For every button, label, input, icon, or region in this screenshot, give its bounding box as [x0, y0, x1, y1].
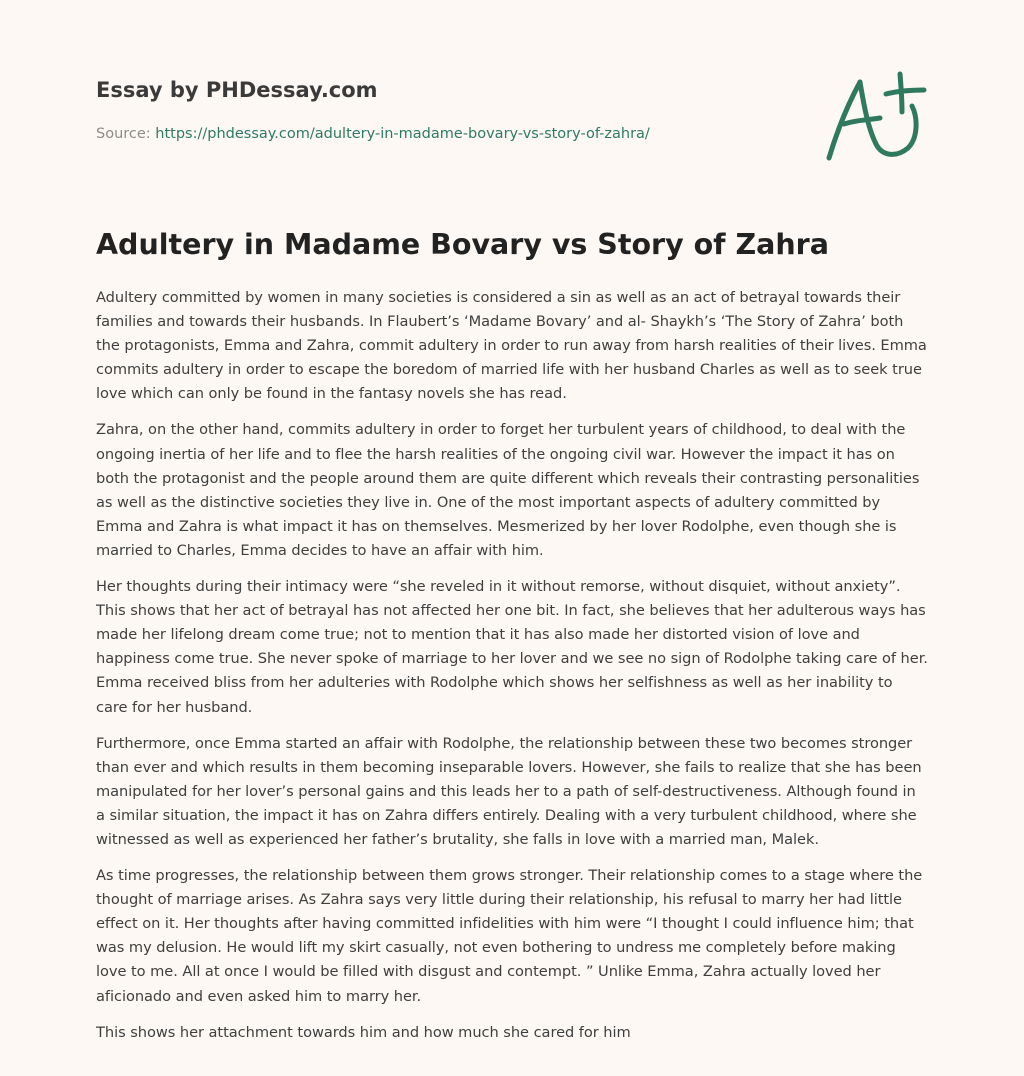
- a-plus-grade-icon: [820, 66, 930, 166]
- essay-paragraph: Zahra, on the other hand, commits adultery in order to forget her turbulent years of childhood, to deal with the ongoing inertia of her life and to flee the harsh realities of the ongoing civil war. However the impact it has on both the protagonist and the people around them are quite different which reveals their contrasting personalities as well as the distinctive societies they live in. One of the most important aspects of adultery committed by Emma and Zahra is what impact it has on themselves. Mesmerized by her lover Rodolphe, even though she is married to Charles, Emma decides to have an affair with him.: [96, 421, 920, 559]
- essay-paragraph: Furthermore, once Emma started an affair with Rodolphe, the relationship between these two becomes stronger than ever and which results in them becoming inseparable lovers. However, she fails to realize that she has been manipulated for her lover’s personal gains and this leads her to a path of self-destructiveness. Although found in a similar situation, the impact it has on Zahra differs entirely. Dealing with a very turbulent childhood, where she witnessed as well as experienced her father’s brutality, she falls in love with a married man, Malek.: [96, 734, 922, 848]
- source-label: Source:: [96, 126, 151, 142]
- essay-paragraph: Adultery committed by women in many societies is considered a sin as well as an act of betrayal towards their families and towards their husbands. In Flaubert’s ‘Madame Bovary’ and al- Shaykh’s ‘The Story of Zahra’ both the protagonists, Emma and Zahra, commit adultery in order to run away from harsh realities of their lives. Emma commits adultery in order to escape the boredom of married life with her husband Charles as well as to seek true love which can only be found in the fantasy novels she has read.: [96, 289, 927, 403]
- essay-paragraph: This shows her attachment towards him and how much she cared for him: [96, 1023, 631, 1041]
- essay-paragraph: Her thoughts during their intimacy were “she reveled in it without remorse, without disquiet, without anxiety”. This shows that her act of betrayal has not affected her one bit. In fact, she believes that her adulterous ways has made her lifelong dream come true; not to mention that it has also made her distorted vision of love and happiness come true. She never spoke of marriage to her lover and we see no sign of Rodolphe taking care of her. Emma received bliss from her adulteries with Rodolphe which shows her selfishness as well as her inability to care for her husband.: [96, 578, 928, 716]
- source-link[interactable]: https://phdessay.com/adultery-in-madame-bovary-vs-story-of-zahra/: [155, 126, 650, 142]
- logo-graphic: [820, 66, 930, 166]
- site-title: Essay by PHDessay.com: [96, 78, 378, 102]
- page-header: [96, 76, 796, 144]
- essay-title: Adultery in Madame Bovary vs Story of Zahra: [96, 228, 829, 261]
- essay-paragraph: As time progresses, the relationship between them grows stronger. Their relationship comes to a stage where the thought of marriage arises. As Zahra says very little during their relationship, his refusal to marry her had little effect on it. Her thoughts after having committed infidelities with him were “I thought I could influence him; that was my delusion. He would lift my skirt casually, not even bothering to undress me completely before making love to me. All at once I would be filled with disgust and contempt. ” Unlike Emma, Zahra actually loved her aficionado and even asked him to marry her.: [96, 867, 923, 1005]
- source-line: [96, 124, 796, 144]
- essay-content: [96, 226, 928, 1057]
